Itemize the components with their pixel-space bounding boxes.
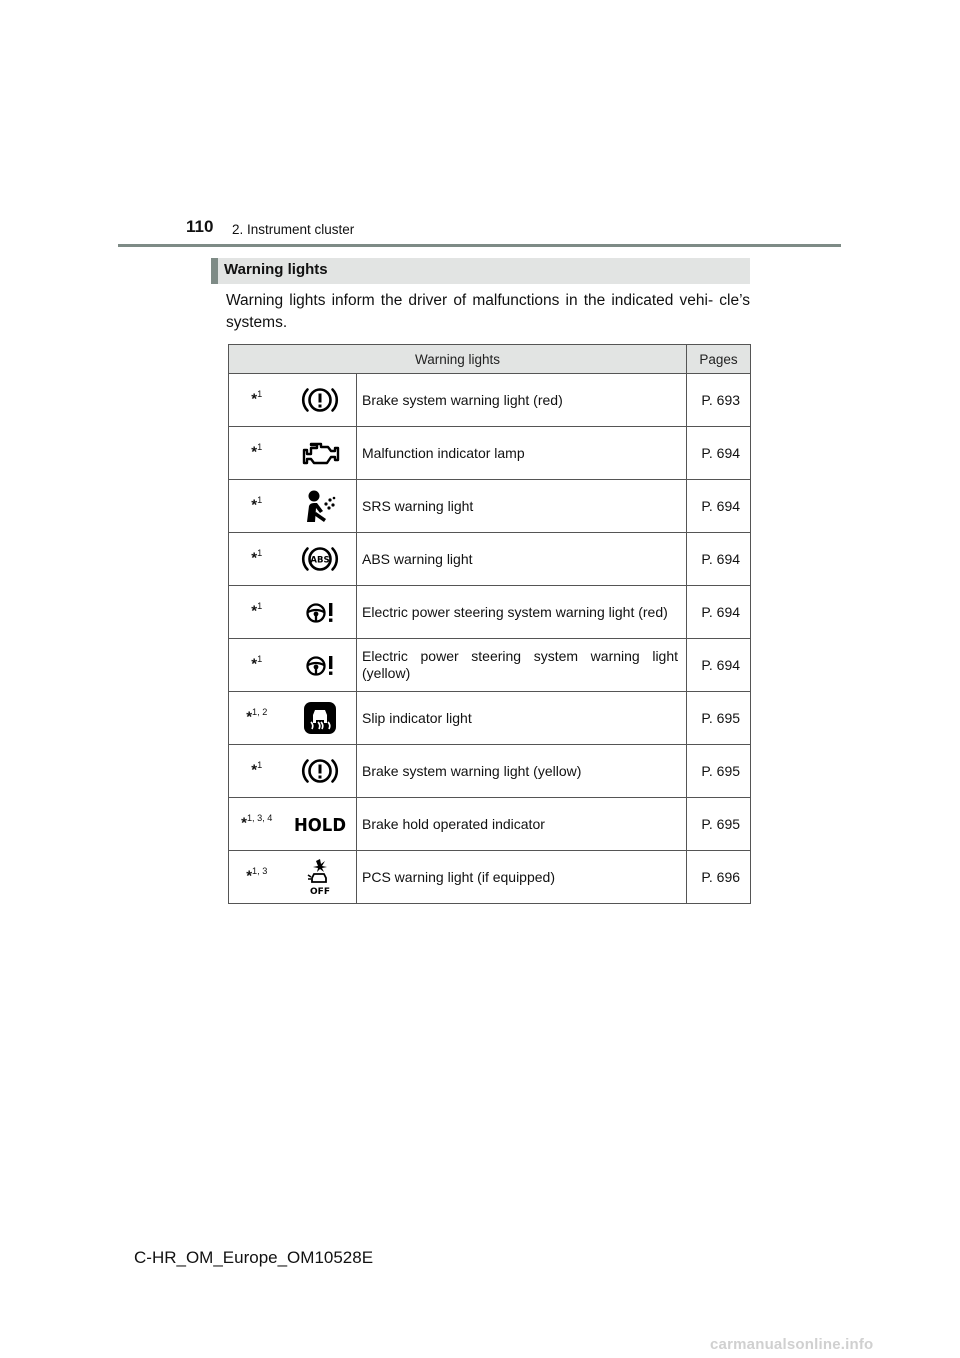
- description-cell: [357, 851, 687, 904]
- icon-cell: [285, 374, 357, 427]
- table-row: [229, 480, 751, 533]
- footnote-cell: [229, 692, 285, 745]
- description-cell: [357, 480, 687, 533]
- warning-description: Electric power steering system warning light (red): [362, 603, 668, 620]
- warning-description: PCS warning light (if equipped): [362, 868, 555, 885]
- page-reference: P. 694: [687, 586, 751, 639]
- brake-warning-icon: [285, 755, 357, 787]
- icon-cell: [285, 480, 357, 533]
- table-row: [229, 798, 751, 851]
- header-pages: Pages: [687, 345, 751, 374]
- page-number: 110: [186, 217, 214, 236]
- page-reference: P. 696: [687, 851, 751, 904]
- section-accent: [211, 258, 218, 284]
- srs-airbag-icon: [285, 489, 357, 523]
- description-cell: [357, 586, 687, 639]
- description-cell: [357, 639, 687, 692]
- table-row: [229, 745, 751, 798]
- description-cell: [357, 374, 687, 427]
- abs-icon: [285, 543, 357, 575]
- footnote-star: *: [251, 443, 258, 461]
- hold-icon: [285, 810, 357, 838]
- warning-description: Slip indicator light: [362, 709, 472, 726]
- footnote-ref: 1: [257, 601, 263, 611]
- watermark[interactable]: carmanualsonline.info: [710, 1336, 874, 1353]
- footnote-cell: [229, 798, 285, 851]
- page-reference: P. 694: [687, 639, 751, 692]
- icon-cell: [285, 692, 357, 745]
- table-row: [229, 533, 751, 586]
- footnote-star: *: [246, 708, 253, 726]
- svg-text:ABS: ABS: [310, 555, 330, 566]
- footnote-star: *: [251, 549, 258, 567]
- power-steering-icon: [285, 650, 357, 680]
- page-reference: P. 695: [687, 692, 751, 745]
- icon-cell: [285, 745, 357, 798]
- warning-description: Electric power steering system warning light (yellow): [362, 648, 679, 681]
- icon-cell: [285, 427, 357, 480]
- description-cell: [357, 427, 687, 480]
- warning-description: SRS warning light: [362, 497, 474, 514]
- document-id: C-HR_OM_Europe_OM10528E: [134, 1248, 374, 1267]
- warning-description: Brake system warning light (red): [362, 391, 563, 408]
- footnote-cell: [229, 480, 285, 533]
- svg-text:HOLD: HOLD: [294, 815, 347, 836]
- slip-indicator-icon: [285, 701, 357, 735]
- header-rule: [118, 244, 841, 247]
- power-steering-icon: [285, 597, 357, 627]
- table-row: [229, 427, 751, 480]
- footnote-star: *: [251, 390, 258, 408]
- footnote-ref: 1: [257, 760, 263, 770]
- table-row: [229, 692, 751, 745]
- table-row: [229, 374, 751, 427]
- description-cell: [357, 692, 687, 745]
- footnote-star: *: [246, 867, 253, 885]
- footnote-cell: [229, 374, 285, 427]
- footnote-star: *: [251, 655, 258, 673]
- section-title: Warning lights: [224, 261, 328, 278]
- footnote-cell: [229, 639, 285, 692]
- page-reference: P. 694: [687, 480, 751, 533]
- icon-cell: [285, 586, 357, 639]
- footnote-ref: 1: [257, 495, 263, 505]
- description-cell: [357, 533, 687, 586]
- footnote-ref: 1: [257, 654, 263, 664]
- footnote-star: *: [251, 761, 258, 779]
- table-row: [229, 639, 751, 692]
- warning-description: Malfunction indicator lamp: [362, 444, 525, 461]
- section-title-bar: [211, 258, 750, 284]
- page-reference: P. 693: [687, 374, 751, 427]
- engine-malfunction-icon: [285, 438, 357, 468]
- intro-paragraph: Warning lights inform the driver of malfunctions in the indicated vehi- cle’s systems.: [226, 292, 750, 331]
- footnote-star: *: [251, 496, 258, 514]
- icon-cell: [285, 639, 357, 692]
- icon-cell: [285, 851, 357, 904]
- footnote-cell: [229, 745, 285, 798]
- warning-lights-table: [228, 344, 751, 904]
- warning-description: ABS warning light: [362, 550, 473, 567]
- footnote-star: *: [251, 602, 258, 620]
- header-warning-lights: Warning lights: [229, 345, 687, 374]
- icon-cell: [285, 798, 357, 851]
- svg-text:OFF: OFF: [310, 887, 331, 896]
- description-cell: [357, 745, 687, 798]
- chapter-title: 2. Instrument cluster: [232, 222, 355, 237]
- footnote-ref: 1: [257, 389, 263, 399]
- icon-cell: [285, 533, 357, 586]
- brake-warning-icon: [285, 384, 357, 416]
- table-header-row: [229, 345, 751, 374]
- page-reference: P. 694: [687, 427, 751, 480]
- footnote-star: *: [241, 814, 247, 832]
- pcs-off-icon: [285, 858, 357, 896]
- footnote-cell: [229, 851, 285, 904]
- footnote-ref: 1: [257, 442, 263, 452]
- description-cell: [357, 798, 687, 851]
- page-reference: P. 695: [687, 745, 751, 798]
- footnote-ref: 1: [257, 548, 263, 558]
- table-row: [229, 851, 751, 904]
- footnote-ref: 1, 3: [252, 866, 268, 876]
- footnote-cell: [229, 586, 285, 639]
- page-reference: P. 695: [687, 798, 751, 851]
- footnote-ref: 1, 2: [252, 707, 268, 717]
- footnote-ref: 1, 3, 4: [246, 813, 273, 823]
- footnote-cell: [229, 533, 285, 586]
- warning-description: Brake system warning light (yellow): [362, 762, 582, 779]
- footnote-cell: [229, 427, 285, 480]
- page-reference: P. 694: [687, 533, 751, 586]
- warning-description: Brake hold operated indicator: [362, 815, 545, 832]
- table-row: [229, 586, 751, 639]
